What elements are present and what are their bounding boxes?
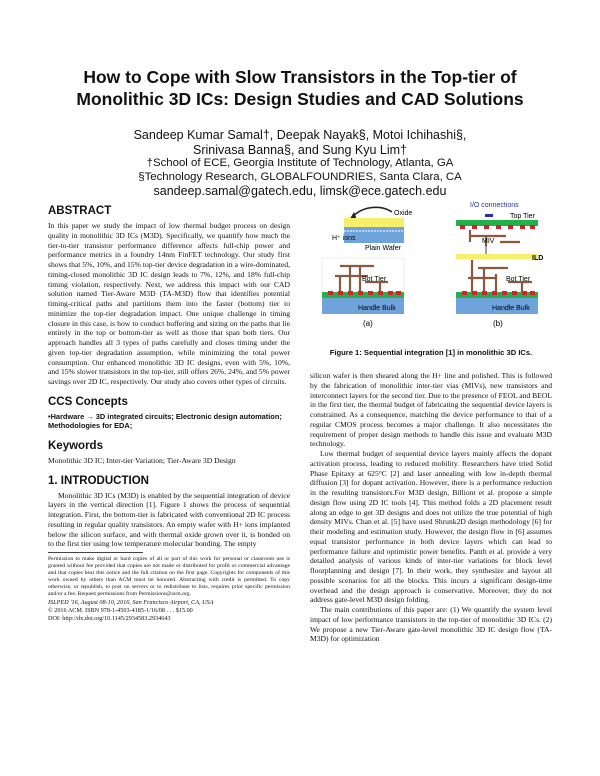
panel-a-label: (a)	[363, 319, 373, 328]
figure-1	[310, 198, 552, 338]
ccs-heading: CCS Concepts	[48, 395, 128, 408]
keywords-text: Monolithic 3D IC; Inter-tier Variation; Tier-Aware 3D Design	[48, 455, 236, 465]
introduction-text: Monolithic 3D ICs (M3D) is enabled by the sequential integration of device layers in the vertical direction [1]. Figure 1 shows the process of sequential integration. First, the bottom-tier is fabricated with conventional 2D IC process resulting in regular quality transistors. An empty wafer with H+ ions implanted below the silicon surface, and with thermal oxide grown over it, is bonded on to the first tier using low temperature molecular bonding. The empty	[48, 490, 290, 549]
right-column	[310, 198, 552, 644]
affiliation-2: §Technology Research, GLOBALFOUNDRIES, Santa Clara, CA	[138, 170, 462, 183]
panel-b	[456, 202, 543, 328]
footnote-rule	[48, 552, 143, 553]
author-names-line-1: Sandeep Kumar Samal†, Deepak Nayak§, Motoi Ichihashi§,	[133, 128, 467, 142]
miv-label: MIV	[482, 238, 495, 245]
io-connections-label: I/O connections	[470, 202, 519, 209]
introduction-heading: 1. INTRODUCTION	[48, 474, 149, 487]
abstract-heading: ABSTRACT	[48, 205, 112, 217]
author-block	[40, 128, 560, 199]
bot-tier-b-label: Bot Tier	[506, 276, 531, 283]
top-tier-label: Top Tier	[510, 213, 535, 220]
copyright-line: © 2016 ACM. ISBN 978-1-4503-4185-1/16/08 . . . $15.00	[48, 607, 193, 615]
figure-1-diagram	[310, 198, 552, 338]
paragraph-2: Low thermal budget of sequential device layers mainly affects the dopant activation process, leading to reduced mobility. Researchers have tried Solid Phase Epitaxy at 625°C [2] and laser annealing with low in-depth thermal diffusion [3] for dopant activation. However, there is a performance reduction in the resulting transistors.For M3D design, Billiont et al. propose a simple design flow using 2D IC tools [4]. This method folds a 2D placement result along an edge to get 3D designs and does not utilize the true potential of high density MIVs. Chan et al. [5] have used Shrunk2D design methodology [6] for their modeling and estimation study. However, the design flow in [6] assumes equal transistor performance in both device layers which can lead to performance failure and optimistic power benefits. Panth et al. provide a very detailed analysis of various kinds of inter-tier variations for block level floorplanning and design [7]. In their work, they synthesize and layout all possible scenarios for all the blocks. This incurs a significant design-time overhead and the design approach is conservative. Moreover, they do not address gate-level M3D design folding.	[310, 449, 552, 605]
abstract-text: In this paper we study the impact of low thermal budget process on design quality in monolithic 3D ICs (M3D). Specifically, we quantify how much the tier-to-tier transistor performance difference affects full-chip power and performance metrics in a foundry 14nm FinFET technology. Our study first shows that 5%, 10%, and 15% top-tier device degradation in a wire-dominated, timing-closed monolithic 3D IC design leads to 7%, 12%, and 18% full-chip timing violation, respectively. Next, we address this impact with our CAD solution named Tier-Aware M3D (TA-M3D) flow that identifies potential timing-critical paths and partitions them into the faster (bottom) tier to minimize the top-tier degradation impact. One unique challenge in timing closure in this case, is how to conduct buffering and sizing on the paths that lie entirely in the top or bottom-tier as well as those that span both tiers. Our approach handles all 3 types of paths carefully and closes timing under the given top-tier degradation assumption, while minimizing the total power consumption. Our enhanced monolithic 3D IC designs, even with 5%, 10%, and 15% slower transistors in the top-tier, still offers 26%, 24%, and 5% power savings over 2D IC, respectively. Our study also covers other types of circuits.	[48, 221, 290, 386]
paragraph-3: The main contributions of this paper are: (1) We quantify the system level impact of low performance transistors in the top-tier of monolithic 3D ICs. (2) We propose a new Tier-Aware gate-level monolithic 3D IC design flow (TA-M3D) for optimization	[310, 605, 552, 644]
figure-1-caption: Figure 1: Sequential integration [1] in monolithic 3D ICs.	[329, 348, 533, 357]
title-line-1: How to Cope with Slow Transistors in the Top-tier of	[83, 67, 517, 87]
author-emails: sandeep.samal@gatech.edu, limsk@ece.gatech.edu	[153, 184, 447, 198]
paragraph-1: silicon wafer is then sheared along the H+ line and polished. This is followed by the fabrication of monolithic inter-tier vias (MIVs), new transistors and interconnect layers for the second tier. Due to the presence of FEOL and BEOL in the first tier, the thermal budget of fabricating the sequential device layers is constrained. As a consequence, matching the device performance to that of a regular CMOS process becomes a major challenge. It also necessitates the requirement of proper design methods to handle this issue and evaluate M3D technology.	[310, 371, 552, 449]
plain-wafer-label: Plain Wafer	[365, 245, 401, 252]
author-names-line-2: Srinivasa Banna§, and Sung Kyu Lim†	[192, 142, 408, 157]
wire-tree-top	[470, 230, 520, 246]
panel-a	[322, 207, 412, 328]
doi-line: DOI: http://dx.doi.org/10.1145/2934583.2934643	[48, 615, 171, 623]
left-column	[48, 205, 290, 623]
conference-venue: ISLPED '16, August 08-10, 2016, San Francisco Airport, CA, USA	[48, 599, 214, 607]
title-line-2: Monolithic 3D ICs: Design Studies and CAD Solutions	[76, 89, 524, 109]
h-ions-label: H⁺ ions	[332, 235, 356, 242]
bot-tier-a-label: Bot Tier	[362, 276, 387, 283]
handle-bulk-a-label: Handle Bulk	[358, 305, 396, 312]
handle-bulk-b-label: Handle Bulk	[492, 305, 530, 312]
ccs-text: •Hardware → 3D integrated circuits; Electronic design automation; Methodologies for EDA;	[48, 411, 282, 431]
panel-b-label: (b)	[493, 319, 503, 328]
paper-title	[40, 66, 560, 110]
oxide-label: Oxide	[394, 210, 413, 217]
io-pad	[485, 214, 493, 217]
permission-notice: Permission to make digital or hard copies of all or part of this work for personal or classroom use is granted without fee provided that copies are not made or distributed for profit or commercial advantage and that copies bear this notice and the full citation on the first page. Copyrights for components of this work owned by others than ACM must be honored. Abstracting with credit is permitted. To copy otherwise, or republish, to post on servers or to redistribute to lists, requires prior specific permission and/or a fee. Request permissions from Permissions@acm.org.	[48, 556, 290, 597]
oxide-layer	[344, 218, 404, 227]
affiliation-1: †School of ECE, Georgia Institute of Technology, Atlanta, GA	[146, 157, 454, 169]
ild-layer	[456, 254, 538, 259]
ild-label: ILD	[532, 255, 544, 262]
keywords-heading: Keywords	[48, 439, 103, 452]
